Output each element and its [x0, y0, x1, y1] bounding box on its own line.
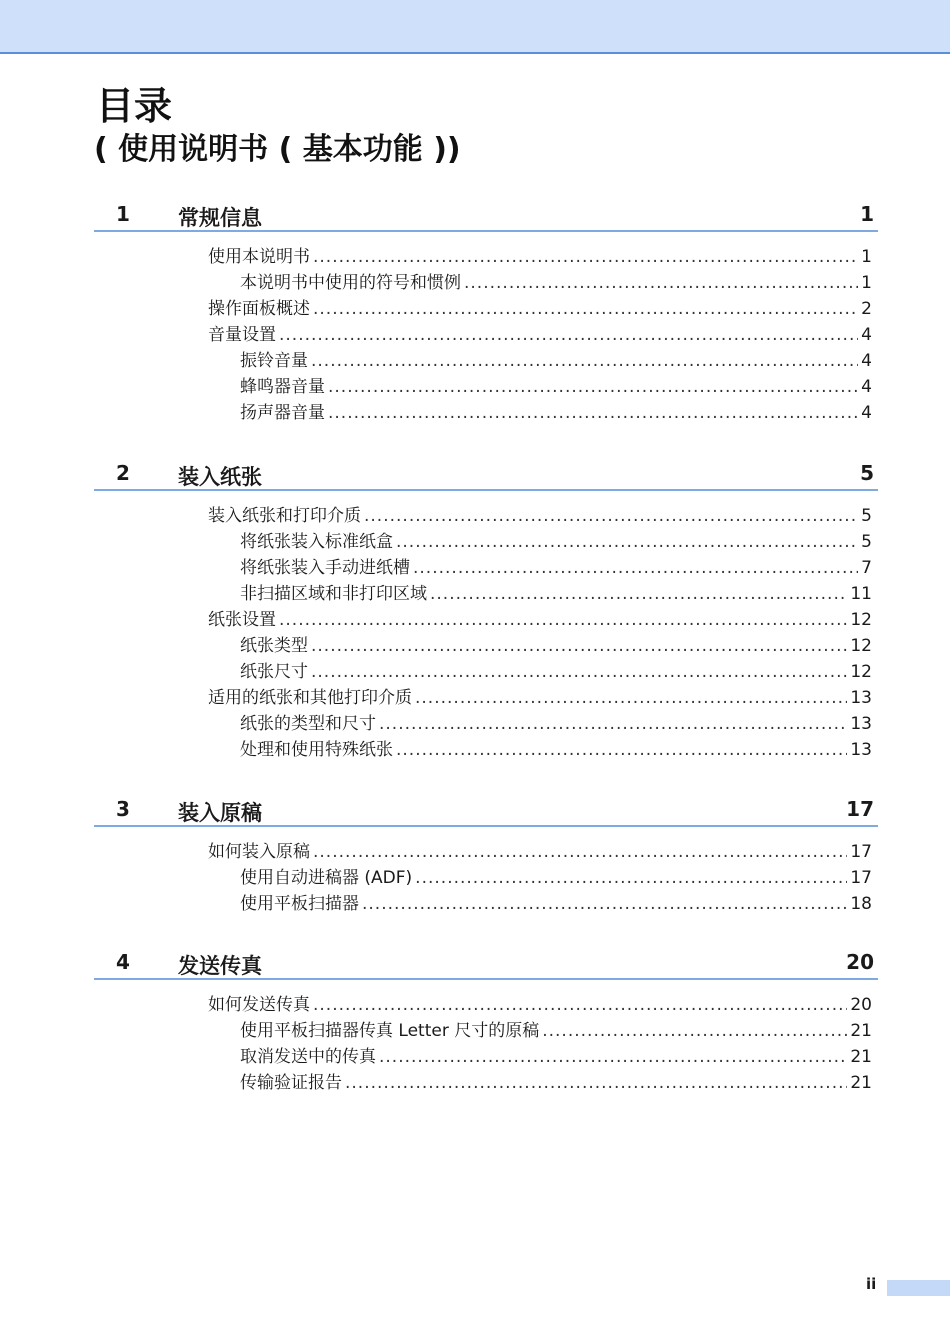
toc-entry-label: 非扫描区域和非打印区域 — [240, 584, 427, 604]
chapter-page: 5 — [860, 461, 874, 485]
toc-entry[interactable] — [94, 322, 878, 348]
chapter-1 — [94, 200, 878, 426]
toc-entry-page: 4 — [861, 377, 872, 397]
toc-entry-label: 本说明书中使用的符号和惯例 — [240, 273, 461, 293]
toc-entry-label: 纸张尺寸 — [240, 662, 308, 682]
dot-leader — [311, 659, 847, 685]
dot-leader — [396, 737, 847, 763]
chapter-number: 4 — [116, 950, 130, 974]
toc-entry-label: 处理和使用特殊纸张 — [240, 740, 393, 760]
toc-entry-label: 使用本说明书 — [208, 247, 310, 267]
chapter-page: 1 — [860, 202, 874, 226]
dot-leader — [328, 374, 858, 400]
toc-entry-label: 使用平板扫描器传真 Letter 尺寸的原稿 — [240, 1021, 540, 1041]
chapter-entries — [94, 992, 878, 1096]
toc-entry[interactable] — [94, 581, 878, 607]
toc-entry-label: 装入纸张和打印介质 — [208, 506, 361, 526]
dot-leader — [313, 296, 858, 322]
dot-leader — [362, 891, 847, 917]
footer-band — [887, 1280, 950, 1296]
toc-entry-label: 扬声器音量 — [240, 403, 325, 423]
chapter-heading[interactable] — [94, 200, 878, 232]
chapter-number: 3 — [116, 797, 130, 821]
dot-leader — [313, 992, 847, 1018]
dot-leader — [345, 1070, 847, 1096]
dot-leader — [396, 529, 858, 555]
toc-entry-page: 21 — [850, 1073, 872, 1093]
toc-entry-label: 蜂鸣器音量 — [240, 377, 325, 397]
toc-entry[interactable] — [94, 296, 878, 322]
dot-leader — [379, 1044, 847, 1070]
toc-entry-label: 将纸张装入手动进纸槽 — [240, 558, 410, 578]
chapter-entries — [94, 839, 878, 917]
toc-entry[interactable] — [94, 659, 878, 685]
chapter-heading[interactable] — [94, 948, 878, 980]
chapter-title: 常规信息 — [178, 206, 262, 230]
toc-entry-label: 音量设置 — [208, 325, 276, 345]
dot-leader — [415, 685, 847, 711]
toc-entry-page: 5 — [861, 532, 872, 552]
toc-entry-label: 传输验证报告 — [240, 1073, 342, 1093]
toc-entry-page: 4 — [861, 325, 872, 345]
toc-entry[interactable] — [94, 1018, 878, 1044]
toc-entry[interactable] — [94, 503, 878, 529]
chapter-title: 发送传真 — [178, 954, 262, 978]
toc-entry[interactable] — [94, 737, 878, 763]
toc-entry-page: 1 — [861, 273, 872, 293]
dot-leader — [313, 244, 858, 270]
chapter-title: 装入纸张 — [178, 465, 262, 489]
dot-leader — [464, 270, 858, 296]
toc-entry-label: 纸张类型 — [240, 636, 308, 656]
toc-entry-page: 18 — [850, 894, 872, 914]
toc-entry-page: 13 — [850, 688, 872, 708]
toc-entry-page: 21 — [850, 1021, 872, 1041]
toc-entry[interactable] — [94, 633, 878, 659]
toc-entry-label: 振铃音量 — [240, 351, 308, 371]
toc-entry[interactable] — [94, 891, 878, 917]
header-band — [0, 0, 950, 54]
toc-entry-page: 4 — [861, 403, 872, 423]
chapter-heading[interactable] — [94, 459, 878, 491]
toc-entry-page: 13 — [850, 740, 872, 760]
toc-entry[interactable] — [94, 244, 878, 270]
toc-entry-label: 如何装入原稿 — [208, 842, 310, 862]
toc-entry-page: 1 — [861, 247, 872, 267]
toc-entry[interactable] — [94, 529, 878, 555]
chapter-number: 1 — [116, 202, 130, 226]
chapter-heading[interactable] — [94, 795, 878, 827]
toc-entry-label: 将纸张装入标准纸盒 — [240, 532, 393, 552]
toc-entry[interactable] — [94, 374, 878, 400]
dot-leader — [311, 633, 847, 659]
toc-entry-page: 21 — [850, 1047, 872, 1067]
toc-entry-label: 纸张设置 — [208, 610, 276, 630]
toc-entry[interactable] — [94, 555, 878, 581]
page-subtitle: ( 使用说明书 ( 基本功能 )) — [94, 132, 461, 167]
toc-entry[interactable] — [94, 270, 878, 296]
dot-leader — [328, 400, 858, 426]
toc-entry-page: 7 — [861, 558, 872, 578]
page-number: ii — [866, 1275, 877, 1293]
chapter-4 — [94, 948, 878, 1096]
toc-entry-page: 4 — [861, 351, 872, 371]
toc-entry[interactable] — [94, 1044, 878, 1070]
toc-entry-label: 使用平板扫描器 — [240, 894, 359, 914]
toc-entry-page: 20 — [850, 995, 872, 1015]
chapter-3 — [94, 795, 878, 917]
chapter-page: 17 — [846, 797, 874, 821]
chapter-entries — [94, 503, 878, 763]
toc-entry-page: 12 — [850, 636, 872, 656]
dot-leader — [430, 581, 847, 607]
toc-entry-page: 17 — [850, 868, 872, 888]
toc-entry[interactable] — [94, 711, 878, 737]
chapter-title: 装入原稿 — [178, 801, 262, 825]
toc-entry[interactable] — [94, 839, 878, 865]
toc-entry-page: 17 — [850, 842, 872, 862]
dot-leader — [415, 865, 847, 891]
toc-entry[interactable] — [94, 685, 878, 711]
toc-entry[interactable] — [94, 607, 878, 633]
toc-entry[interactable] — [94, 992, 878, 1018]
dot-leader — [279, 322, 858, 348]
chapter-page: 20 — [846, 950, 874, 974]
toc-entry-label: 操作面板概述 — [208, 299, 310, 319]
toc-entry-label: 纸张的类型和尺寸 — [240, 714, 376, 734]
toc-entry-label: 如何发送传真 — [208, 995, 310, 1015]
toc-entry-page: 11 — [850, 584, 872, 604]
toc-entry[interactable] — [94, 1070, 878, 1096]
dot-leader — [313, 839, 847, 865]
dot-leader — [311, 348, 858, 374]
chapter-entries — [94, 244, 878, 426]
toc-entry-page: 5 — [861, 506, 872, 526]
toc-entry[interactable] — [94, 400, 878, 426]
toc-entry-label: 使用自动进稿器 (ADF) — [240, 868, 413, 888]
toc-entry-label: 适用的纸张和其他打印介质 — [208, 688, 412, 708]
chapter-number: 2 — [116, 461, 130, 485]
dot-leader — [413, 555, 858, 581]
toc-entry-page: 12 — [850, 662, 872, 682]
dot-leader — [364, 503, 858, 529]
chapter-2 — [94, 459, 878, 763]
page-title: 目录 — [96, 84, 173, 128]
toc-entry-label: 取消发送中的传真 — [240, 1047, 376, 1067]
dot-leader — [542, 1018, 847, 1044]
toc-entry[interactable] — [94, 348, 878, 374]
dot-leader — [379, 711, 847, 737]
toc-entry-page: 12 — [850, 610, 872, 630]
toc-entry[interactable] — [94, 865, 878, 891]
toc-entry-page: 2 — [861, 299, 872, 319]
toc-entry-page: 13 — [850, 714, 872, 734]
dot-leader — [279, 607, 847, 633]
